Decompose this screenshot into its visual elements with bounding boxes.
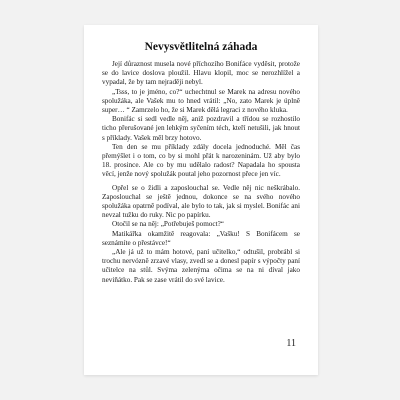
paragraph: Otočil se na něj: „Potřebuješ pomoct?“	[112, 220, 224, 229]
paragraph: Ten den se mu příklady zdály docela jednoduché. Měl čas přemýšlet i o tom, co by si mohl přát k narozeninám. Už aby bylo 18. prosince. Ale co by mu udělalo radost? Napadala ho spousta věcí, jenže nový spolužák poutal jeho pozornost přece jen víc.	[102, 142, 300, 179]
paragraph: Bonifác si sedl vedle něj, aniž pozdravil a třídou se rozhostilo ticho přerušované jen lehkým syčením téch, kteří netušili, jak hnout s příklady. Vašek měl brzy hotovo.	[102, 115, 300, 142]
chapter-body	[102, 60, 300, 285]
paragraph: Opřel se o židli a zaposlouchal se. Vedle něj nic neškrábalo. Zaposlouchal se ještě jednou, dokonce se na svého nového spolužáka opatrně podíval, ale bylo to tak, jak si myslel. Bonifác ani nevzal tužku do ruky. Nic po papírku.	[102, 183, 300, 220]
chapter-heading: Nevysvětlitelná záhada	[144, 41, 258, 53]
book-page	[84, 25, 318, 375]
paragraph: „Tsss, to je jméno, co?“ uchechtnul se Marek na adresu nového spolužáka, ale Vašek mu to hned vrátil: „No, zato Marek je úplně super… “ Zamrzelo ho, že si Marek dělá legraci z nového kluka.	[102, 87, 300, 115]
paragraph: Matikářka okamžitě reagovala: „Vašku! S Bonifácem se seznámíte o přestávce!“	[102, 229, 300, 247]
paragraph: Její důraznost musela nové příchozího Bonifáce vyděsit, protože se do lavice doslova ploužil. Hlavu klopil, moc se nerozhlížel a vypadal, že by tam nejraději nebyl.	[102, 60, 300, 87]
paragraph: „Ale já už to mám hotové, paní učitelko,“ odtušil, probrábl si trochu nervózně zrzavé vlasy, zvedl se a donesl papír s výpočty paní učitelce na stůl. Svýma zelenýma očima se na ni díval jako neviňátko. Pak se zase vrátil do své lavice.	[102, 248, 300, 284]
page-number: 11	[286, 338, 296, 349]
